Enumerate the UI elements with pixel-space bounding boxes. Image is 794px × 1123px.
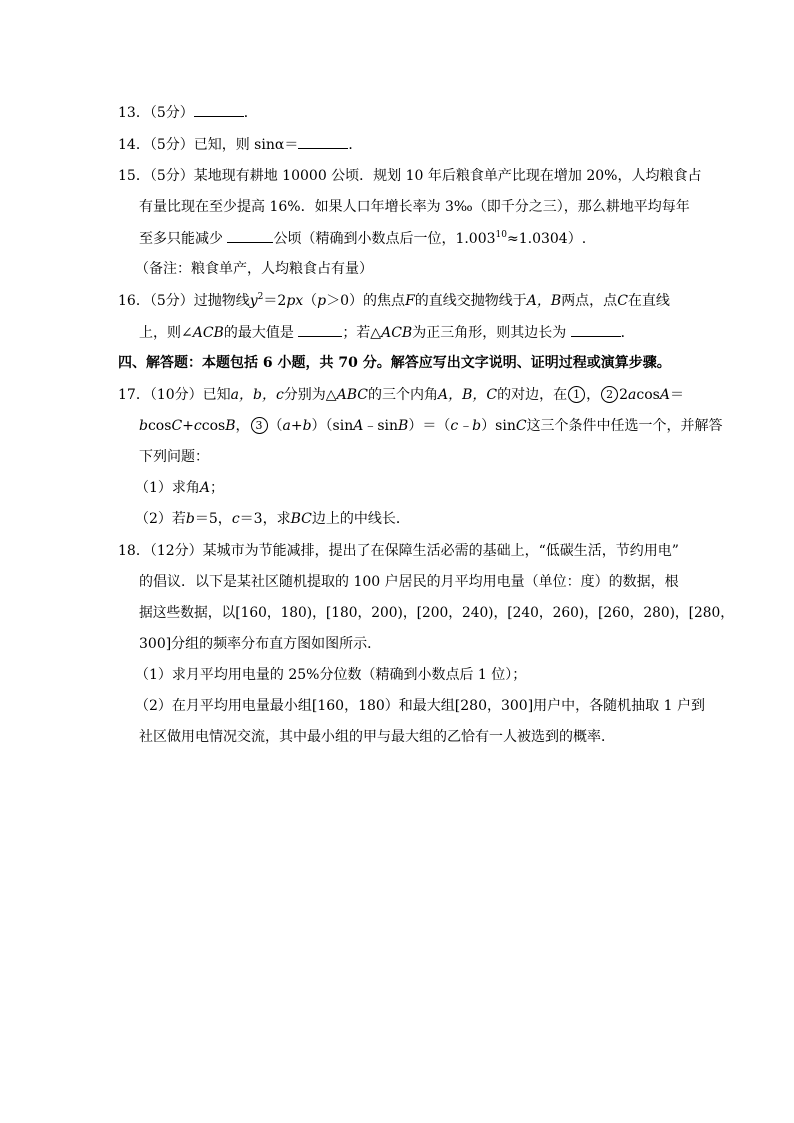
question-17-line-1: 17．（10分）已知a，b，c分别为△ABC的三个内角A，B，C的对边，在 1 ， 2 2acosA＝ (118, 387, 684, 403)
question-17-part-2: （2）若b＝5，c＝3，求BC边上的中线长． (135, 511, 410, 527)
question-18-line-2: 的倡议．以下是某社区随机提取的 100 户居民的月平均用电量（单位：度）的数据，根 (139, 574, 679, 590)
section-4-heading: 四、解答题：本题包括 6 小题，共 70 分。解答应写出文字说明、证明过程或演算步骤。 (118, 355, 671, 371)
question-16-line-1: 16．（5分）过抛物线$y^2=2px(p>0)$的焦点F的直线交抛物线于A，B两点，点C在直线 (118, 292, 670, 309)
question-17-part-1: （1）求角A； (135, 480, 225, 496)
answer-blank (227, 228, 273, 243)
question-18-line-1: 18．（12分）某城市为节能减排，提出了在保障生活必需的基础上，“低碳生活，节约用电” (118, 543, 679, 559)
question-17-line-2: bcosC+ccosB， 3 （a+b）（sinA﹣sinB）＝（c﹣b）sinC这三个条件中任选一个，并解答 (139, 418, 723, 434)
question-18-part-2: （2）在月平均用电量最小组[160，180）和最大组[280，300]用户中，各随机抽取 1 户到 (135, 698, 705, 714)
question-15-line-1: 15．（5分）某地现有耕地 10000 公顷．规划 10 年后粮食单产比现在增加 20%，人均粮食占 (118, 168, 702, 184)
question-15-line-3: 至多只能减少 公顷（精确到小数点后一位，$1.003^{10}\approx 1.0304$）. (139, 230, 587, 247)
question-18-line-3: 据这些数据，以[160，180)，[180，200)，[200，240)，[240，260)，[260，280)，[280， (139, 605, 735, 621)
circled-number-1: 1 (568, 386, 585, 403)
answer-blank (571, 322, 621, 337)
question-18-part-2-cont: 社区做用电情况交流，其中最小组的甲与最大组的乙恰有一人被选到的概率． (139, 729, 615, 745)
circled-number-3: 3 (251, 417, 268, 434)
question-15-note: （备注：粮食单产，人均粮食占有量） (135, 261, 373, 277)
question-14: 14．（5分）已知，则 sinα＝ ． (118, 134, 362, 155)
answer-blank (298, 134, 348, 149)
answer-blank (194, 102, 244, 117)
question-17-line-3: 下列问题： (139, 449, 209, 465)
question-16-line-2: 上，则∠ACB的最大值是 ；若△ACB为正三角形，则其边长为 ． (139, 322, 635, 343)
question-13: 13．（5分） ． (118, 102, 258, 123)
circled-number-2: 2 (601, 386, 618, 403)
question-18-line-4: 300]分组的频率分布直方图如图所示． (139, 636, 382, 652)
question-18-part-1: （1）求月平均用电量的 25%分位数（精确到小数点后 1 位）； (135, 667, 527, 683)
question-15-line-2: 有量比现在至少提高 16%．如果人口年增长率为 3‰（即千分之三），那么耕地平均每年 (139, 199, 690, 215)
answer-blank (298, 322, 342, 337)
